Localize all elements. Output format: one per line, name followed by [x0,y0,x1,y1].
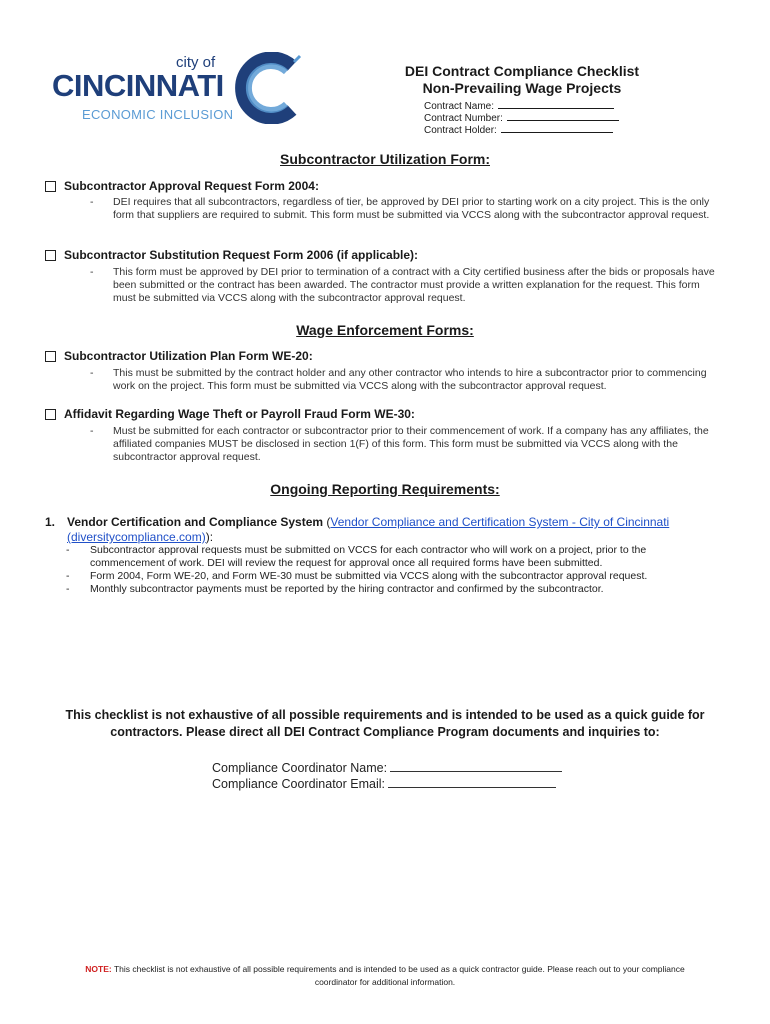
contract-name-field [424,101,652,113]
contract-holder-label: Contract Holder: [424,125,497,136]
checklist-item-description: - Must be submitted for each contractor or subcontractor prior to their commencement of work. If a company has any affiliates, the affiliated companies MUST be disclosed in section 1(F) of this form. This form must be submitted via VCCS along with the subcontractor approval request. [90,425,709,463]
checklist-item-description: - DEI requires that all subcontractors, regardless of tier, be approved by DEI prior to starting work on a city project. This is the only form that suppliers are required to submit. This form must be submitted via VCCS along with the subcontractor approval request. [90,196,710,221]
coordinator-email-field: Compliance Coordinator Email: [212,776,562,792]
checkbox[interactable] [45,351,56,362]
list-item: - Subcontractor approval requests must be submitted on VCCS for each contractor who will work on a project, prior to the commencement of work. DEI will review the request for approval once all required forms have been submitted. [66,544,647,569]
coordinator-name-field: Compliance Coordinator Name: [212,760,562,776]
disclaimer: This checklist is not exhaustive of all possible requirements and is intended to be used as a quick guide for contractors. Please direct all DEI Contract Compliance Program documents and inquiries to: [65,708,705,739]
document-header [392,63,652,137]
subcontractor-section-title: Subcontractor Utilization Form: [280,151,490,167]
ongoing-item-vccs: 1. Vendor Certification and Compliance System (Vendor Compliance and Certification System - City of Cincinnati (diversitycompliance.com)): [45,515,670,544]
list-number: 1. [45,515,56,529]
note-label: NOTE: [85,964,112,974]
coordinator-email-blank[interactable] [388,778,556,788]
checklist-item-description: - This must be submitted by the contract holder and any other contractor who intends to hire a subcontractor prior to commencing work on the project. This form must be submitted via VCCS along with the subcontractor approval request. [90,367,707,392]
footer-note: NOTE: This checklist is not exhaustive of all possible requirements and is intended to be used as a quick contractor guide. Please reach out to your compliance coordinator for additional information. [85,964,685,987]
logo-c-mark-icon [234,52,304,124]
checklist-item-label: Subcontractor Substitution Request Form 2006 (if applicable): [64,248,419,262]
checklist-item-description: - This form must be approved by DEI prior to termination of a contract with a City certified business after the bids or proposals have been submitted or the contract has been awarded. The contractor must provide a written explanation for the request. This form must be submitted via VCCS along with the subcontractor approval request. [90,266,715,304]
coordinator-name-blank[interactable] [390,762,562,772]
vccs-link[interactable]: Vendor Compliance and Certification System - City of Cincinnati [330,515,670,529]
logo-cincinnati-text: CINCINNATI [52,68,224,103]
checklist-item-label: Affidavit Regarding Wage Theft or Payroll Fraud Form WE-30: [64,407,415,421]
checklist-item-form-2004 [45,179,319,193]
checkbox[interactable] [45,409,56,420]
document-title: DEI Contract Compliance Checklist [404,63,640,79]
city-of-cincinnati-logo [50,52,300,132]
compliance-coordinator-fields [212,760,562,792]
contract-number-field [424,113,652,125]
checklist-item-form-we20 [45,349,313,363]
contract-number-label: Contract Number: [424,113,503,124]
wage-section-title: Wage Enforcement Forms: [296,322,474,338]
list-item: - Form 2004, Form WE-20, and Form WE-30 must be submitted via VCCS along with the subcontractor approval request. [66,570,648,582]
contract-number-blank[interactable] [507,113,619,121]
checkbox[interactable] [45,250,56,261]
ongoing-item-title: Vendor Certification and Compliance System [67,515,324,529]
diversitycompliance-link[interactable]: (diversitycompliance.com) [67,530,206,544]
document-subtitle: Non-Prevailing Wage Projects [422,80,622,96]
contract-fields [424,101,652,137]
checklist-item-form-we30 [45,407,415,421]
ongoing-section-title: Ongoing Reporting Requirements: [270,481,500,497]
logo-economic-inclusion-text: ECONOMIC INCLUSION [82,107,234,122]
contract-name-blank[interactable] [498,101,614,109]
logo-city-of-text: city of [176,54,216,71]
checklist-item-label: Subcontractor Utilization Plan Form WE-20: [64,349,313,363]
checklist-item-form-2006 [45,248,418,262]
contract-holder-blank[interactable] [501,125,613,133]
checklist-item-label: Subcontractor Approval Request Form 2004: [64,179,319,193]
list-item: - Monthly subcontractor payments must be reported by the hiring contractor and confirmed by the subcontractor. [66,583,604,595]
checkbox[interactable] [45,181,56,192]
contract-holder-field [424,125,652,137]
contract-name-label: Contract Name: [424,101,495,112]
